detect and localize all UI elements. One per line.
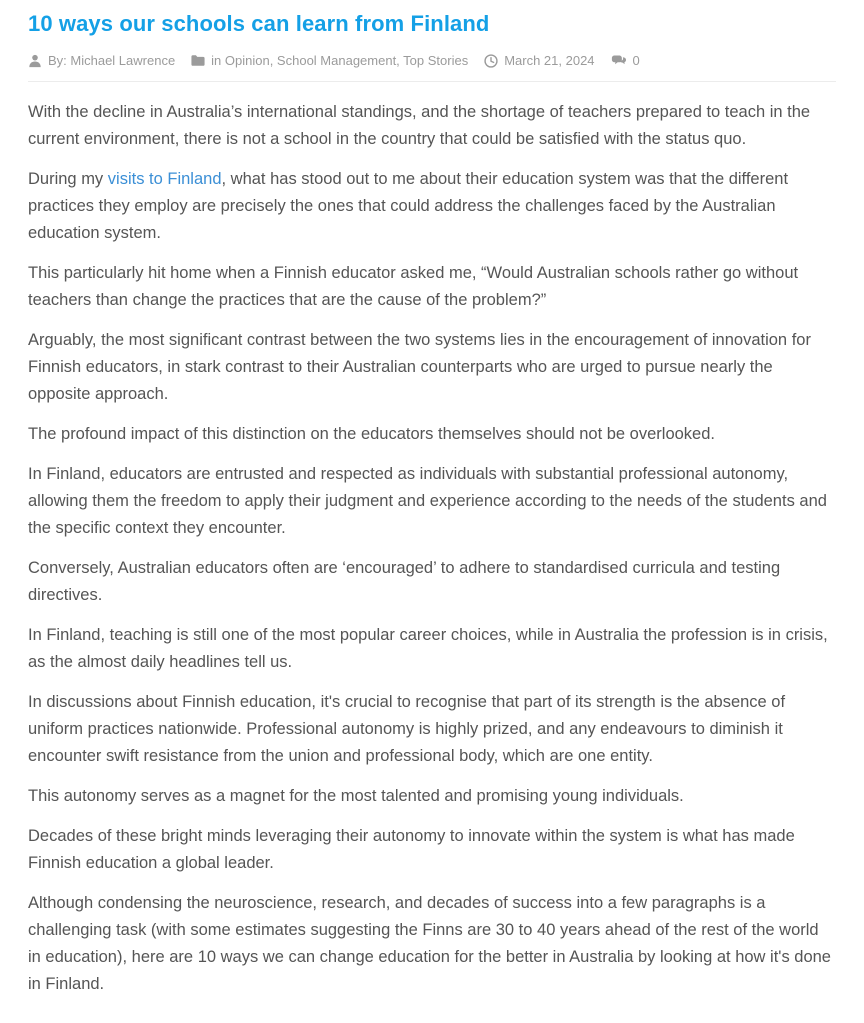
paragraph: The profound impact of this distinction on the educators themselves should not be overlooked. bbox=[28, 425, 715, 443]
paragraph-text: During my bbox=[28, 170, 108, 188]
post-body bbox=[28, 82, 836, 998]
clock-icon bbox=[484, 54, 498, 68]
paragraph-with-link bbox=[28, 166, 836, 247]
paragraph: In discussions about Finnish education, it's crucial to recognise that part of its strength is the absence of uniform practices nationwide. Professional autonomy is highly prized, and any endeavours to diminish it encounter swift resistance from the union and professional body, which are one entity. bbox=[28, 693, 786, 765]
paragraph: This autonomy serves as a magnet for the most talented and promising young individuals. bbox=[28, 787, 684, 805]
meta-date bbox=[484, 53, 594, 68]
meta-date-label: March 21, 2024 bbox=[504, 53, 595, 68]
paragraph: Arguably, the most significant contrast between the two systems lies in the encouragement of innovation for Finnish educators, in stark contrast to their Australian counterparts who are urged to pursue nearly the opposite approach. bbox=[28, 331, 811, 403]
visits-to-finland-link[interactable]: visits to Finland bbox=[107, 170, 222, 188]
user-icon bbox=[28, 54, 42, 68]
meta-comments[interactable] bbox=[611, 53, 640, 68]
post-meta-bar bbox=[28, 53, 836, 68]
paragraph: This particularly hit home when a Finnish educator asked me, “Would Australian schools rather go without teachers than change the practices that are the cause of the problem?” bbox=[28, 264, 799, 309]
comments-icon bbox=[611, 54, 627, 67]
paragraph: Decades of these bright minds leveraging their autonomy to innovate within the system is what has made Finnish education a global leader. bbox=[28, 827, 795, 872]
meta-comments-count: 0 bbox=[632, 53, 640, 68]
folder-icon bbox=[191, 54, 205, 67]
paragraph: Conversely, Australian educators often are ‘encouraged’ to adhere to standardised curricula and testing directives. bbox=[28, 559, 781, 604]
paragraph-text: , what has stood out to me about their education system was that the different practices they employ are precisely the ones that could address the challenges faced by the Australian education system. bbox=[28, 170, 789, 242]
meta-author bbox=[28, 53, 175, 68]
paragraph: With the decline in Australia’s international standings, and the shortage of teachers prepared to teach in the current environment, there is not a school in the country that could be satisfied with the status quo. bbox=[28, 103, 811, 148]
paragraph: In Finland, educators are entrusted and respected as individuals with substantial professional autonomy, allowing them the freedom to apply their judgment and experience according to the needs of the students and the specific context they encounter. bbox=[28, 465, 827, 537]
page-title[interactable]: 10 ways our schools can learn from Finland bbox=[28, 11, 490, 36]
paragraph: In Finland, teaching is still one of the most popular career choices, while in Australia the profession is in crisis, as the almost daily headlines tell us. bbox=[28, 626, 828, 671]
meta-categories[interactable] bbox=[191, 53, 468, 68]
meta-categories-label: in Opinion, School Management, Top Stories bbox=[211, 53, 469, 68]
paragraph: Although condensing the neuroscience, research, and decades of success into a few paragraphs is a challenging task (with some estimates suggesting the Finns are 30 to 40 years ahead of the rest of the world in education), here are 10 ways we can change education for the better in Australia by looking at how it's done in Finland. bbox=[28, 894, 831, 993]
meta-author-label: By: Michael Lawrence bbox=[48, 53, 176, 68]
